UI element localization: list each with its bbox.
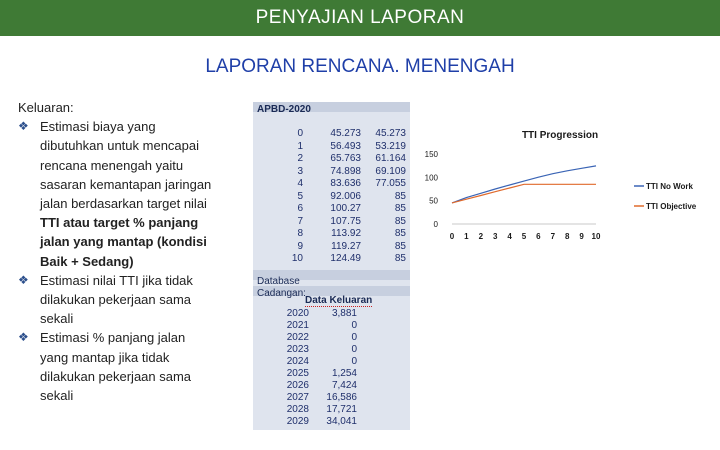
- bullet-item: [18, 271, 238, 329]
- table-row: [253, 216, 410, 229]
- table-row: [253, 416, 410, 428]
- table-cell: 85: [394, 203, 406, 214]
- table-cell: 17,721: [326, 404, 357, 415]
- bullet-line: Estimasi biaya yang: [40, 119, 156, 135]
- table-row: [253, 404, 410, 416]
- table-cell: 0: [351, 344, 357, 355]
- table-cell: 85: [394, 240, 406, 252]
- bullet-line: jalan berdasarkan target nilai: [40, 196, 207, 212]
- y-tick-label: 0: [433, 220, 438, 229]
- table-cell: 83.636: [330, 178, 361, 189]
- table-cell: 0: [351, 332, 357, 343]
- table-cell: 124.49: [330, 253, 361, 264]
- bullet-line: rencana menengah yaitu: [40, 157, 184, 173]
- table-cell: 0: [297, 128, 303, 139]
- table-cell: 2024: [286, 356, 309, 367]
- tti-progression-chart: [420, 122, 710, 252]
- page-banner: PENYAJIAN LAPORAN: [0, 0, 720, 36]
- series-line: [452, 184, 596, 203]
- y-tick-label: 100: [424, 173, 438, 183]
- legend-entry: TTI Objective: [646, 202, 697, 211]
- table-row: [253, 368, 410, 380]
- bullet-line: Estimasi % panjang jalan: [40, 330, 186, 346]
- x-tick-label: 0: [449, 232, 455, 241]
- table-cell: 2029: [286, 416, 309, 427]
- table-cell: 56.493: [330, 140, 361, 152]
- table-cell: 3: [297, 165, 303, 177]
- table-cell: 34,041: [326, 416, 357, 427]
- table-cell: 0: [351, 356, 357, 367]
- diamond-bullet-icon: ❖: [18, 272, 29, 287]
- table-cell: 8: [297, 228, 303, 239]
- bullet-line: Estimasi nilai TTI jika tidak: [40, 272, 193, 288]
- table-row: [253, 191, 410, 204]
- x-tick-label: 10: [591, 232, 601, 241]
- bullet-line-bold: jalan yang mantap (kondisi: [40, 234, 207, 250]
- bullet-line: dibutuhkan untuk mencapai: [40, 138, 200, 154]
- table-cell: 2022: [286, 332, 309, 343]
- table-cell: 6: [297, 203, 303, 214]
- table-cell: 4: [297, 178, 303, 189]
- x-tick-label: 2: [478, 232, 484, 241]
- table-row: [253, 320, 410, 332]
- table-cell: 74.898: [330, 165, 361, 177]
- table-cell: 85: [394, 228, 406, 239]
- x-tick-label: 7: [550, 232, 556, 241]
- table-cell: 2025: [286, 368, 309, 379]
- table-cell: 5: [297, 190, 303, 202]
- table-cell: 2028: [286, 404, 309, 415]
- table-cell: 69.109: [375, 165, 406, 177]
- table-cell: 45.273: [375, 128, 406, 139]
- table-row: [253, 392, 410, 404]
- bullet-line: yang mantap jika tidak: [40, 349, 170, 365]
- bullet-line-bold: Baik + Sedang): [40, 253, 134, 269]
- database-label: Cadangan:: [257, 288, 306, 299]
- table-cell: 16,586: [326, 392, 357, 403]
- x-tick-label: 1: [464, 232, 469, 241]
- table-cell: 65.763: [330, 153, 361, 164]
- page-subtitle: LAPORAN RENCANA. MENENGAH: [205, 56, 515, 77]
- table-cell: 2: [297, 153, 303, 164]
- table-row: [253, 228, 410, 241]
- table-cell: 77.055: [375, 178, 406, 189]
- table-cell: 107.75: [330, 215, 361, 227]
- table-cell: 100.27: [330, 203, 361, 214]
- y-tick-label: 150: [424, 150, 438, 159]
- table-row: [253, 203, 410, 216]
- table-cell: 1: [297, 140, 303, 152]
- x-tick-label: 8: [564, 232, 570, 241]
- bullet-line: dilakukan pekerjaan sama: [40, 368, 192, 384]
- bullet-line: sekali: [40, 311, 74, 327]
- x-tick-label: 3: [492, 232, 498, 241]
- table-row: [253, 128, 410, 141]
- bullet-line: sasaran kemantapan jaringan: [40, 176, 212, 192]
- table-cell: 45.273: [330, 128, 361, 139]
- table-cell: 7: [297, 215, 303, 227]
- table-row: [253, 308, 410, 320]
- table-title: APBD-2020: [257, 104, 311, 115]
- chart-title: TTI Progression: [521, 130, 599, 141]
- table-row: [253, 356, 410, 368]
- table-cell: 2020: [286, 308, 309, 319]
- output-column-header: Data Keluaran: [305, 295, 373, 306]
- table-cell: 7,424: [331, 380, 357, 391]
- table-row: [253, 241, 410, 254]
- data-table-panel: [253, 102, 410, 430]
- table-cell: 113.92: [331, 228, 361, 239]
- table-row: [253, 253, 410, 266]
- table-cell: 2021: [286, 320, 309, 331]
- output-heading: Keluaran:: [18, 100, 74, 115]
- table-cell: 119.27: [331, 240, 361, 252]
- output-description: [18, 98, 238, 405]
- table-cell: 9: [297, 240, 303, 252]
- table-cell: 10: [291, 253, 303, 264]
- table-cell: 0: [351, 320, 357, 331]
- table-cell: 85: [394, 253, 406, 264]
- bullet-line: dilakukan pekerjaan sama: [40, 292, 192, 308]
- table-row: [253, 166, 410, 179]
- table-cell: 2023: [286, 344, 309, 355]
- table-cell: 85: [394, 190, 406, 202]
- table-row: [253, 153, 410, 166]
- table-row: [253, 344, 410, 356]
- database-label: Database: [257, 276, 300, 287]
- table-cell: 2026: [286, 380, 309, 391]
- table-cell: 3,881: [331, 308, 357, 319]
- table-cell: 53.219: [375, 140, 406, 152]
- legend-entry: TTI No Work: [646, 182, 693, 191]
- bullet-line: sekali: [40, 388, 74, 404]
- diamond-bullet-icon: ❖: [18, 119, 29, 134]
- table-row: [253, 178, 410, 191]
- bullet-item: [18, 117, 238, 271]
- table-row: [253, 141, 410, 154]
- x-tick-label: 5: [521, 232, 527, 241]
- table-cell: 92.006: [330, 190, 361, 202]
- table-cell: 85: [394, 215, 406, 227]
- table-cell: 1,254: [331, 368, 357, 379]
- diamond-bullet-icon: ❖: [18, 330, 29, 345]
- table-cell: 61.164: [375, 153, 406, 164]
- table-cell: 2027: [286, 392, 309, 403]
- table-row: [253, 332, 410, 344]
- x-tick-label: 4: [507, 232, 512, 241]
- y-tick-label: 50: [429, 196, 438, 206]
- x-tick-label: 6: [536, 232, 541, 241]
- bullet-item: [18, 328, 238, 405]
- bullet-line-bold: TTI atau target % panjang: [40, 215, 199, 231]
- x-tick-label: 9: [579, 232, 584, 241]
- table-row: [253, 380, 410, 392]
